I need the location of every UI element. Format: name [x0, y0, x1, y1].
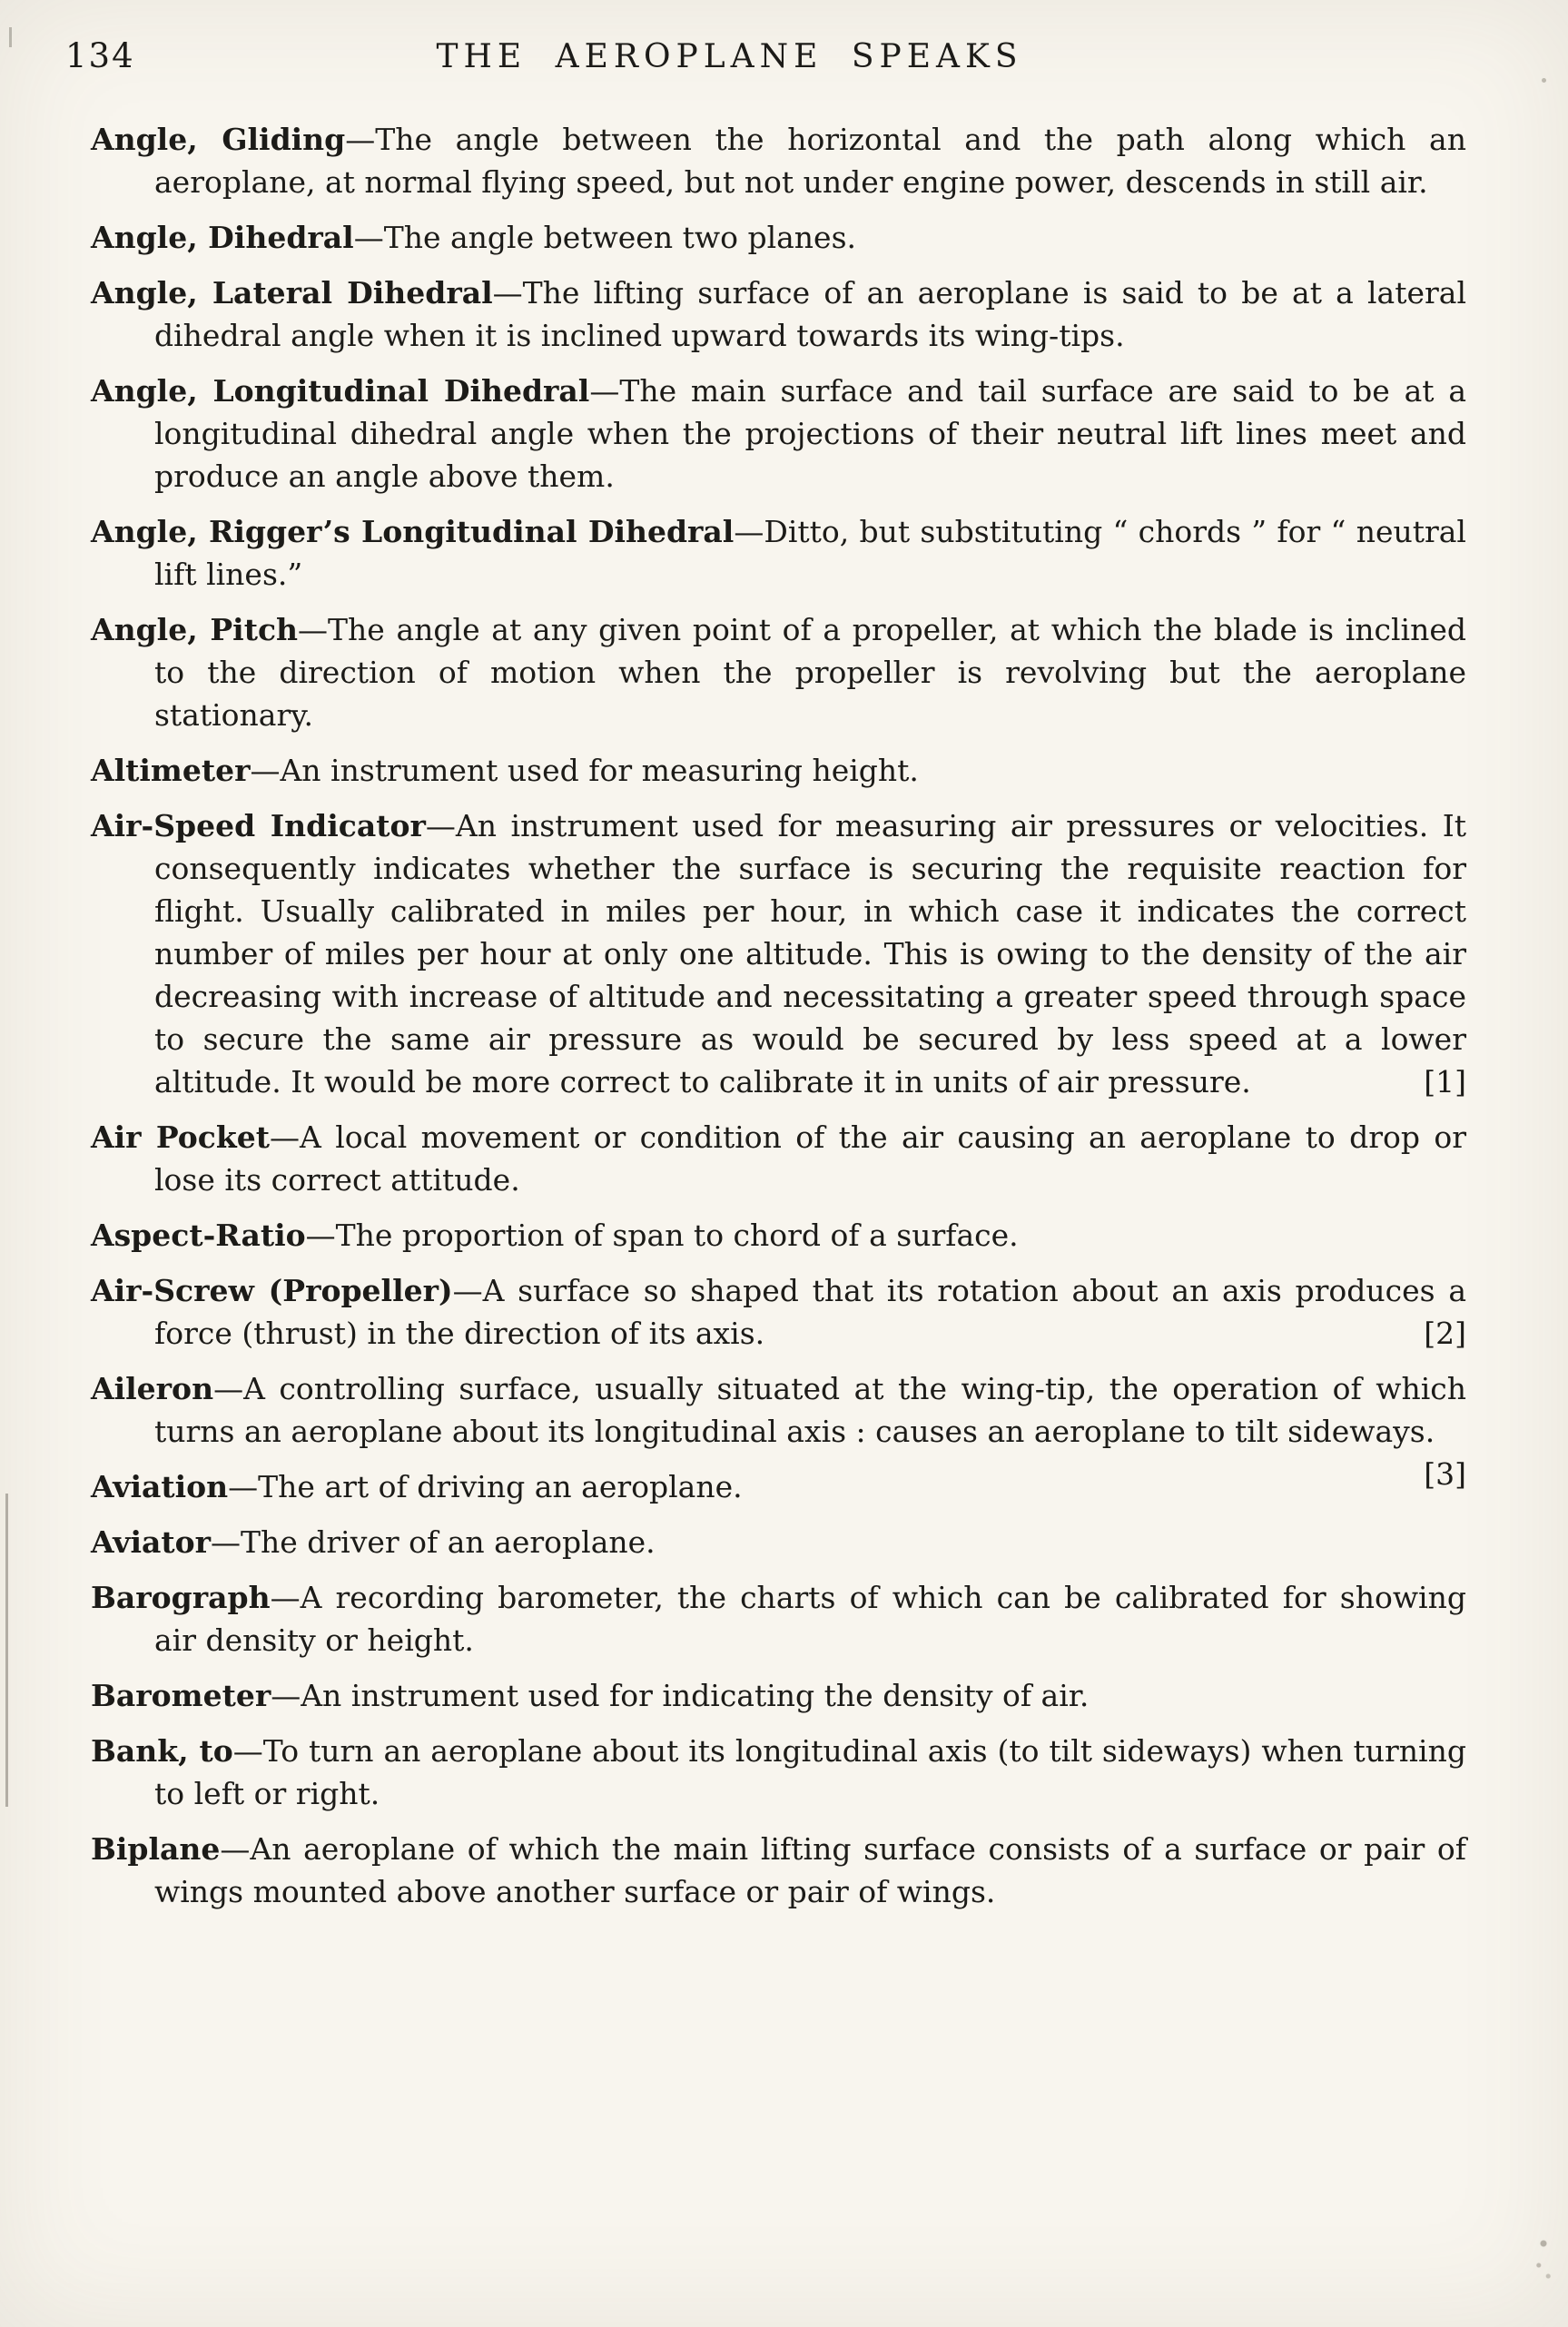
glossary-entry — [91, 804, 1466, 1103]
term-separator: — — [228, 1469, 259, 1504]
term-separator: — — [270, 1119, 301, 1155]
entry-definition: The main surface and tail surface are said to be at a longitudinal dihedral angle when the projections of their neutral lift lines meet and produce an angle above them. — [154, 373, 1467, 494]
term-separator: — — [271, 1678, 301, 1713]
glossary-entry — [91, 1576, 1466, 1661]
entry-term: Bank, to — [91, 1733, 233, 1769]
entry-definition: An aeroplane of which the main lifting surface consists of a surface or pair of wings mounted above another surface or pair of wings. — [154, 1831, 1466, 1909]
entry-definition: To turn an aeroplane about its longitudinal axis (to tilt sideways) when turning to left or right. — [154, 1733, 1466, 1811]
entry-definition: The driver of an aeroplane. — [241, 1524, 656, 1560]
term-separator: — — [211, 1524, 241, 1560]
entry-term: Aviator — [91, 1524, 211, 1560]
term-separator: — — [492, 275, 523, 311]
glossary-entry — [91, 1269, 1466, 1355]
term-separator: — — [220, 1831, 251, 1867]
glossary-entry — [91, 1214, 1466, 1257]
entry-definition: A controlling surface, usually situated at the wing-tip, the operation of which turns an aeroplane about its longitudinal axis : causes an aeroplane to tilt sideways. — [154, 1371, 1466, 1449]
term-separator: — — [213, 1371, 244, 1406]
glossary-entry — [91, 608, 1466, 736]
glossary-entry — [91, 370, 1466, 498]
glossary-entries — [0, 98, 1568, 1913]
glossary-entry — [91, 118, 1466, 203]
entry-term: Angle, Gliding — [91, 122, 346, 157]
entry-term: Angle, Longitudinal Dihedral — [91, 373, 590, 409]
entry-term: Angle, Rigger’s Longitudinal Dihedral — [91, 514, 735, 549]
entry-definition: An instrument used for indicating the density of air. — [301, 1678, 1090, 1713]
entry-definition: Ditto, but substituting “ chords ” for “ neutral lift lines.” — [154, 514, 1466, 592]
entry-term: Angle, Lateral Dihedral — [91, 275, 493, 311]
entry-definition: A local movement or condition of the air causing an aeroplane to drop or lose its correct attitude. — [154, 1119, 1466, 1198]
entry-definition: The angle at any given point of a propeller, at which the blade is inclined to the direction of motion when the propeller is revolving but the aeroplane stationary. — [154, 612, 1466, 733]
entry-term: Aviation — [91, 1469, 229, 1504]
glossary-entry — [91, 1465, 1466, 1508]
glossary-entry — [91, 1674, 1466, 1717]
entry-term: Air-Speed Indicator — [91, 808, 426, 843]
term-separator: — — [345, 122, 376, 157]
entry-definition: The angle between the horizontal and the path along which an aeroplane, at normal flying speed, but not under engine power, descends in still air. — [154, 122, 1466, 200]
entry-term: Air Pocket — [91, 1119, 271, 1155]
term-separator: — — [452, 1273, 483, 1308]
entry-term: Barograph — [91, 1580, 271, 1615]
glossary-entry — [91, 749, 1466, 792]
entry-definition: A recording barometer, the charts of which can be calibrated for showing air density or height. — [154, 1580, 1466, 1658]
page-number: 134 — [65, 36, 135, 75]
term-separator: — — [298, 612, 329, 647]
entry-term: Biplane — [91, 1831, 221, 1867]
entry-ref: [2] — [1424, 1316, 1466, 1351]
scan-artifact — [1532, 2227, 1555, 2282]
glossary-entry — [91, 1828, 1466, 1913]
term-separator: — — [270, 1580, 301, 1615]
glossary-entry — [91, 1730, 1466, 1815]
term-separator: — — [232, 1733, 263, 1769]
entry-definition: The proportion of span to chord of a surface. — [335, 1218, 1019, 1253]
entry-term: Air-Screw (Propeller) — [91, 1273, 453, 1308]
entry-ref: [3] — [1424, 1456, 1466, 1492]
entry-definition: The art of driving an aeroplane. — [258, 1469, 743, 1504]
entry-term: Aileron — [91, 1371, 214, 1406]
term-separator: — — [589, 373, 620, 409]
term-separator: — — [425, 808, 456, 843]
term-separator: — — [353, 220, 384, 255]
entry-term: Angle, Dihedral — [91, 220, 354, 255]
entry-definition: The lifting surface of an aeroplane is said to be at a lateral dihedral angle when it is inclined upward towards its wing-tips. — [154, 275, 1466, 353]
entry-definition: An instrument used for measuring height. — [280, 753, 919, 788]
page-header — [0, 0, 1568, 98]
entry-term: Altimeter — [91, 753, 251, 788]
glossary-entry — [91, 216, 1466, 259]
entry-definition: An instrument used for measuring air pressures or velocities. It consequently indicates whether the surface is securing the requisite reaction for flight. Usually calibrated in miles per hour, in which case it indicates the correct number of miles per hour at only one altitude. This is owing to the density of the air decreasing with increase of altitude and necessitating a greater speed through space to secure the same air pressure as would be secured by less speed at a lower altitude. It would be more correct to calibrate it in units of air pressure. — [154, 808, 1467, 1099]
term-separator: — — [250, 753, 281, 788]
glossary-entry — [91, 1521, 1466, 1563]
glossary-entry — [91, 1116, 1466, 1201]
running-title: THE AEROPLANE SPEAKS — [436, 38, 1023, 75]
entry-definition: The angle between two planes. — [383, 220, 857, 255]
glossary-entry — [91, 510, 1466, 596]
term-separator: — — [305, 1218, 336, 1253]
entry-term: Aspect-Ratio — [91, 1218, 306, 1253]
entry-term: Barometer — [91, 1678, 271, 1713]
entry-definition: A surface so shaped that its rotation about an axis produces a force (thrust) in the direction of its axis. — [154, 1273, 1467, 1351]
term-separator: — — [734, 514, 764, 549]
glossary-entry — [91, 271, 1466, 357]
entry-ref: [1] — [1424, 1064, 1466, 1099]
entry-term: Angle, Pitch — [91, 612, 299, 647]
